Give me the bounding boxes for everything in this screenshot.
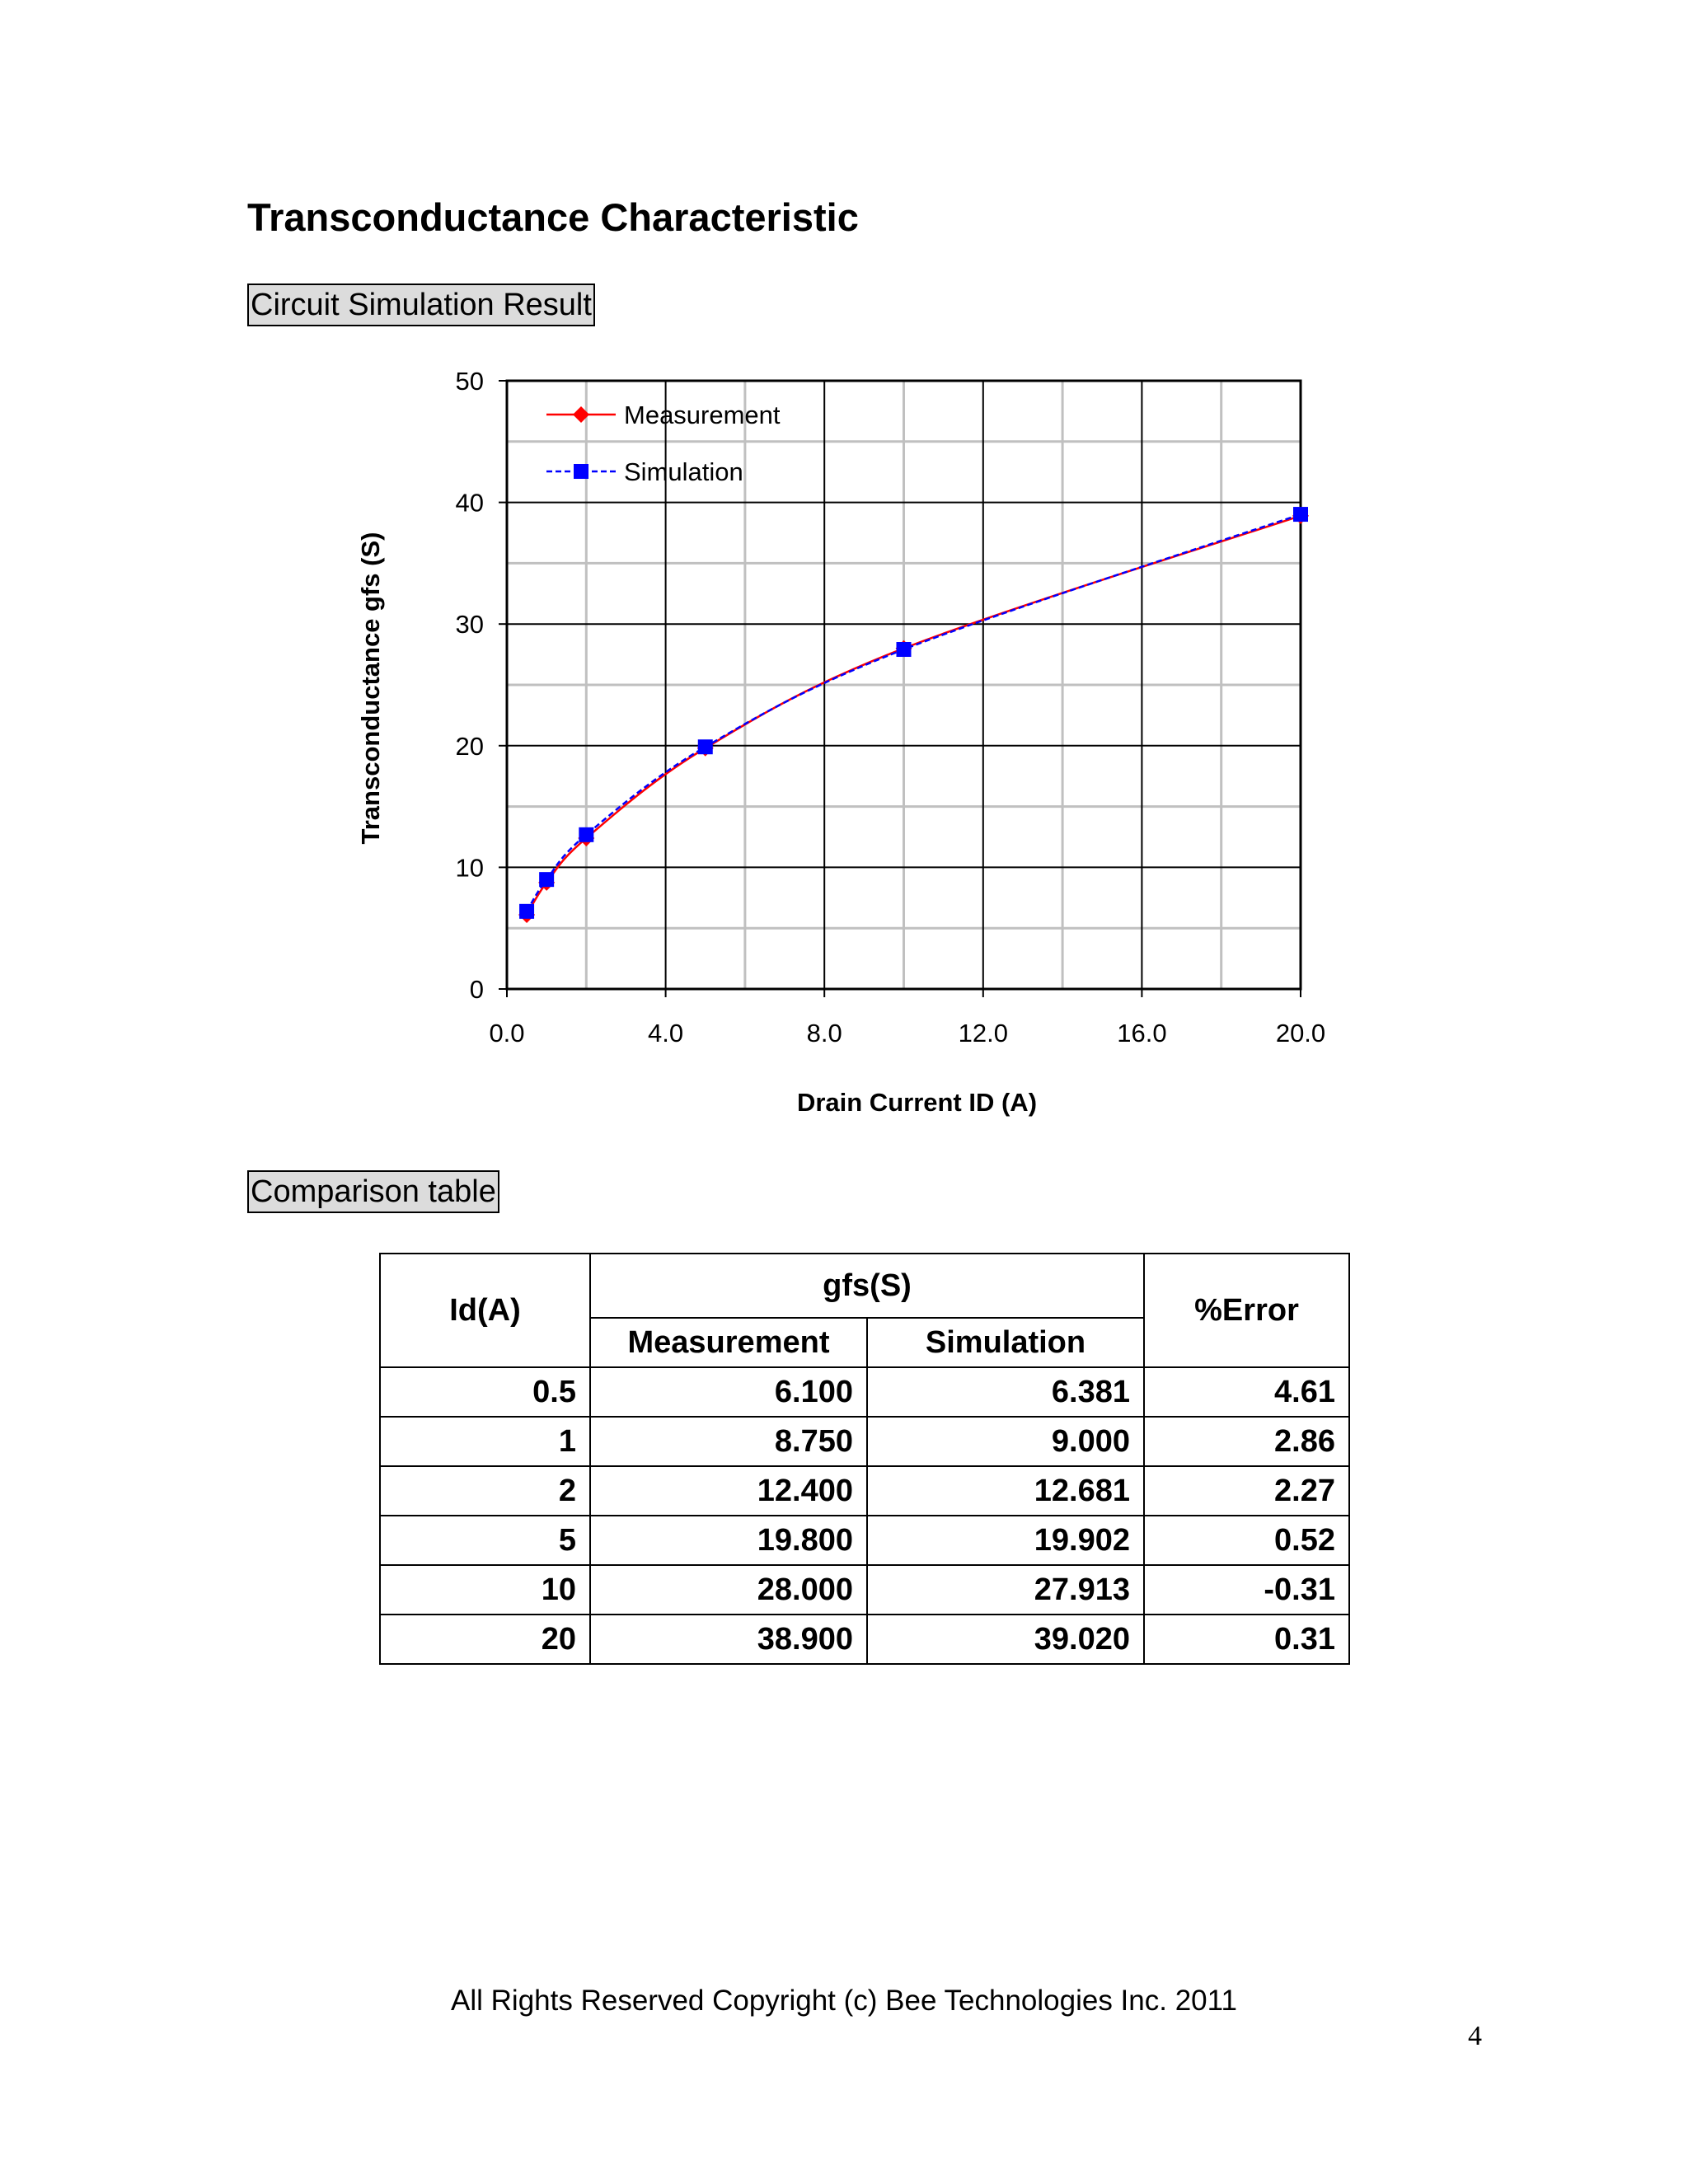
cell-id: 1 xyxy=(380,1417,590,1466)
y-tick-label: 30 xyxy=(455,610,484,640)
cell-measurement: 38.900 xyxy=(590,1615,867,1664)
point-simulation xyxy=(897,642,912,657)
y-tick-label: 10 xyxy=(455,853,484,883)
y-tick-label: 50 xyxy=(455,367,484,396)
header-id: Id(A) xyxy=(380,1254,590,1367)
cell-simulation: 12.681 xyxy=(867,1466,1144,1516)
header-simulation: Simulation xyxy=(867,1318,1144,1367)
cell-error: 0.52 xyxy=(1144,1516,1349,1565)
x-tick-label: 16.0 xyxy=(1117,1019,1167,1047)
cell-measurement: 12.400 xyxy=(590,1466,867,1516)
cell-id: 10 xyxy=(380,1565,590,1615)
cell-error: 0.31 xyxy=(1144,1615,1349,1664)
cell-simulation: 39.020 xyxy=(867,1615,1144,1664)
section-label-table: Comparison table xyxy=(247,1170,499,1213)
table-row xyxy=(380,1367,1349,1417)
header-measurement: Measurement xyxy=(590,1318,867,1367)
page-number: 4 xyxy=(1468,2021,1482,2051)
table-row xyxy=(380,1516,1349,1565)
cell-simulation: 6.381 xyxy=(867,1367,1144,1417)
series-line-measurement xyxy=(527,516,1301,915)
footer-copyright: All Rights Reserved Copyright (c) Bee Technologies Inc. 2011 xyxy=(451,1985,1237,2017)
cell-id: 0.5 xyxy=(380,1367,590,1417)
point-simulation xyxy=(579,827,593,842)
point-simulation xyxy=(519,904,534,919)
cell-simulation: 9.000 xyxy=(867,1417,1144,1466)
point-simulation xyxy=(1293,507,1308,522)
table-row xyxy=(380,1615,1349,1664)
legend-label-simulation: Simulation xyxy=(624,457,743,486)
header-error: %Error xyxy=(1144,1254,1349,1367)
x-tick-label: 12.0 xyxy=(958,1019,1008,1047)
legend-label-measurement: Measurement xyxy=(624,401,781,429)
x-tick-label: 0.0 xyxy=(489,1019,525,1047)
comparison-table xyxy=(379,1253,1350,1665)
cell-error: -0.31 xyxy=(1144,1565,1349,1615)
y-axis-label: Transconductance gfs (S) xyxy=(356,532,385,845)
header-gfs: gfs(S) xyxy=(590,1254,1144,1318)
x-tick-label: 8.0 xyxy=(806,1019,842,1047)
point-simulation xyxy=(539,872,554,887)
cell-measurement: 19.800 xyxy=(590,1516,867,1565)
table-row xyxy=(380,1466,1349,1516)
section-label-chart: Circuit Simulation Result xyxy=(247,284,595,326)
y-tick-label: 0 xyxy=(469,975,484,1004)
table-row xyxy=(380,1417,1349,1466)
x-tick-label: 4.0 xyxy=(648,1019,684,1047)
cell-measurement: 28.000 xyxy=(590,1565,867,1615)
cell-id: 2 xyxy=(380,1466,590,1516)
cell-id: 5 xyxy=(380,1516,590,1565)
cell-id: 20 xyxy=(380,1615,590,1664)
series-line-simulation xyxy=(527,514,1301,912)
x-axis-label: Drain Current ID (A) xyxy=(796,1088,1038,1117)
x-tick-label: 20.0 xyxy=(1275,1019,1326,1047)
cell-error: 2.86 xyxy=(1144,1417,1349,1466)
cell-measurement: 8.750 xyxy=(590,1417,867,1466)
cell-error: 2.27 xyxy=(1144,1466,1349,1516)
point-simulation xyxy=(698,739,713,754)
page-title: Transconductance Characteristic xyxy=(247,195,859,239)
legend-marker-simulation xyxy=(574,464,588,479)
cell-simulation: 27.913 xyxy=(867,1565,1144,1615)
y-tick-label: 20 xyxy=(455,731,484,761)
cell-measurement: 6.100 xyxy=(590,1367,867,1417)
y-tick-label: 40 xyxy=(455,488,484,518)
cell-error: 4.61 xyxy=(1144,1367,1349,1417)
table-row xyxy=(380,1565,1349,1615)
cell-simulation: 19.902 xyxy=(867,1516,1144,1565)
